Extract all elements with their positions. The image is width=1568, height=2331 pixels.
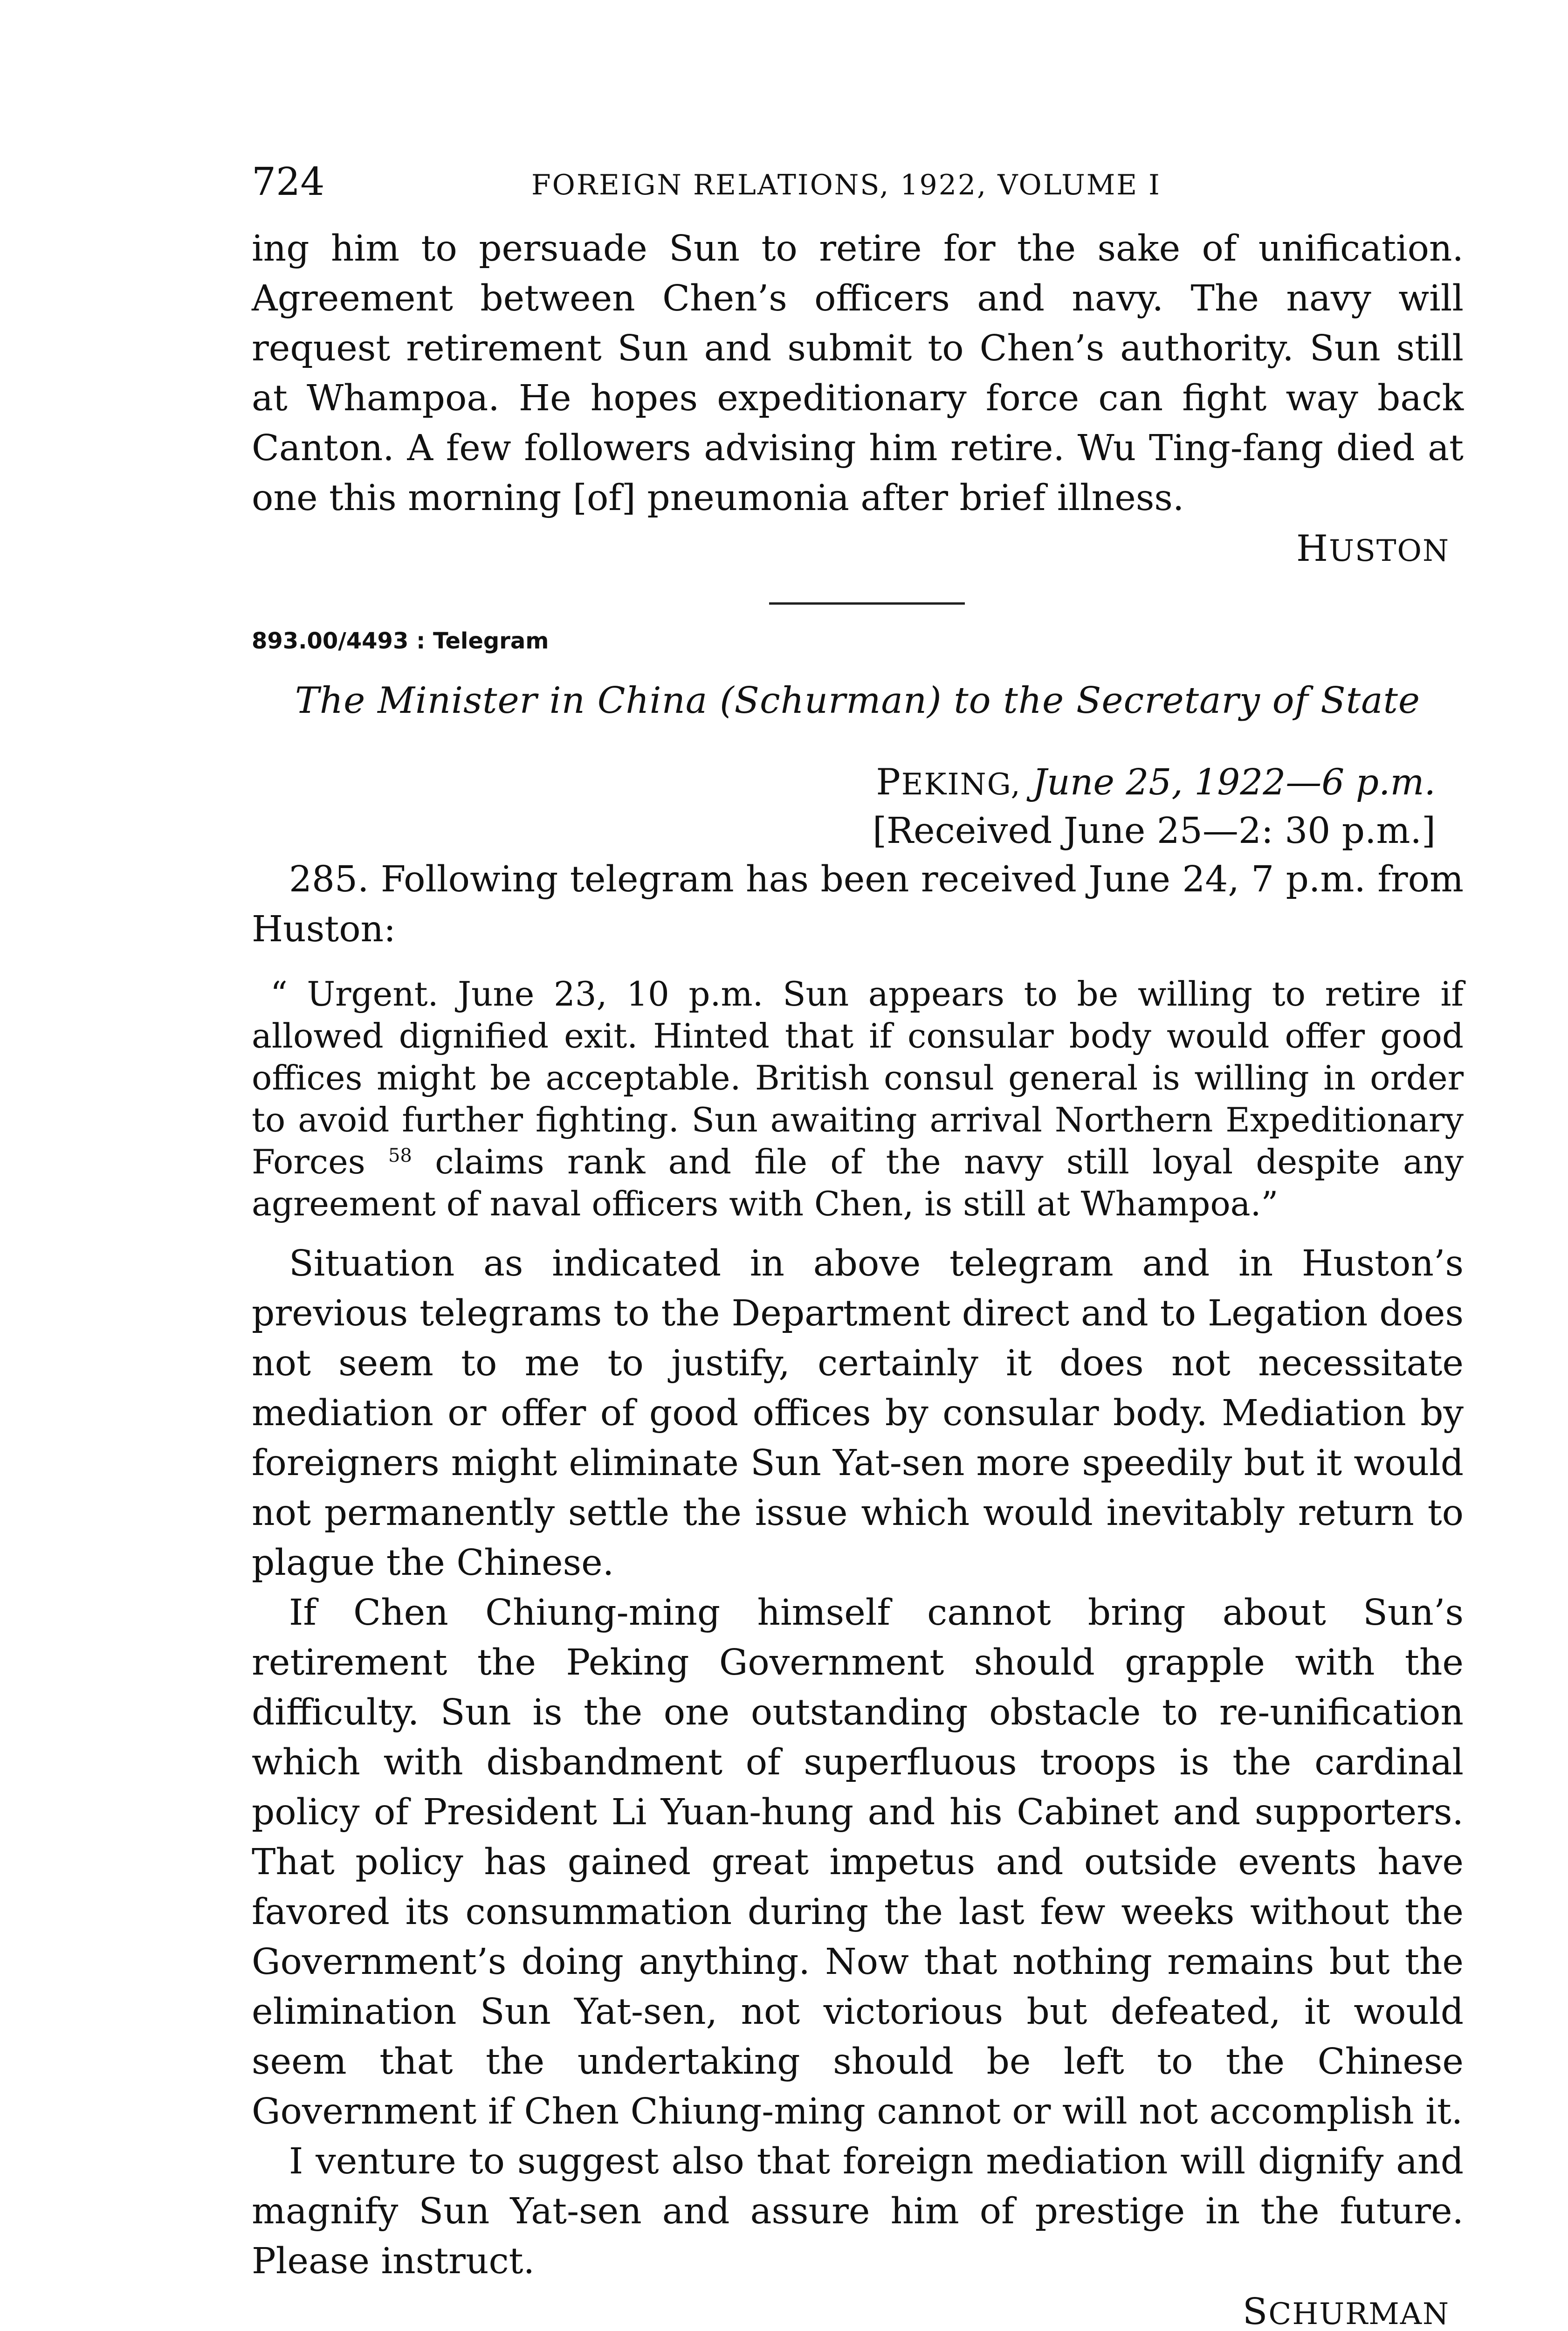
telegram-intro: 285. Following telegram has been received June 24, 7 p.m. from Huston: (252, 859, 1464, 950)
body-paragraph-3: I venture to suggest also that foreign mediation will dignify and magnify Sun Yat-sen and assure him of prestige in the future. Please instruct. (252, 2141, 1464, 2282)
body-paragraph-2: If Chen Chiung-ming himself cannot bring about Sun’s retirement the Peking Government should grapple with the difficulty. Sun is the one outstanding obstacle to re-unification which with disbandment of superfluous troops is the cardinal policy of President Li Yuan-hung and his Cabinet and supporters. That policy has gained great impetus and outside events have favored its consummation during the last few weeks without the Government’s doing anything. Now that nothing remains but the elimination Sun Yat-sen, not victorious but defeated, it would seem that the undertaking should be left to the Chinese Government if Chen Chiung-ming cannot or will not accomplish it. (252, 1592, 1464, 2132)
signature-initial: S (1242, 2291, 1269, 2331)
quoted-telegram (252, 973, 1464, 1225)
body-paragraph-1: Situation as indicated in above telegram and in Huston’s previous telegrams to the Department direct and to Legation does not seem to me to justify, certainly it does not necessitate mediation or offer of good offices by consular body. Mediation by foreigners might eliminate Sun Yat-sen more speedily but it would not permanently settle the issue which would inevitably return to plague the Chinese. (252, 1243, 1464, 1584)
place-date-line (252, 759, 1436, 808)
place-name (876, 761, 1021, 803)
continuation-paragraph: ing him to persuade Sun to retire for the sake of unification. Agreement between Chen’s officers and navy. The navy will request retirement Sun and submit to Chen’s authority. Sun still at Whampoa. He hopes expeditionary force can fight way back Canton. A few followers advising him retire. Wu Ting-fang died at one this morning [of] pneumonia after brief illness. (252, 228, 1464, 519)
dateline (252, 759, 1436, 855)
received-line: [Received June 25—2: 30 p.m.] (873, 810, 1436, 852)
document-title: The Minister in China (Schurman) to the Secretary of State (295, 680, 1421, 722)
document-page (252, 160, 1464, 2331)
schurman-signature (252, 2291, 1450, 2331)
huston-signature (252, 528, 1450, 570)
send-date: June 25, 1922—6 p.m. (1032, 762, 1436, 803)
section-divider (769, 602, 965, 605)
file-reference: 893.00/4493 : Telegram (252, 628, 549, 654)
place-rest: EKING, (901, 767, 1021, 802)
signature-initial: H (1296, 528, 1329, 570)
page-header (252, 160, 1464, 224)
quote-part-2: claims rank and file of the navy still loyal despite any agreement of naval officers with Chen, is still at Whampoa.” (252, 1142, 1464, 1223)
footnote-reference: 58 (388, 1145, 412, 1166)
quote-part-1: “ Urgent. June 23, 10 p.m. Sun appears to be willing to retire if allowed dignified exit. Hinted that if consular body would offer good offices might be acceptable. British consul general is willing in order to avoid further fighting. Sun awaiting arrival Northern Expeditionary Forces (252, 974, 1464, 1181)
place-initial: P (876, 761, 901, 803)
page-number: 724 (252, 160, 325, 204)
running-title: FOREIGN RELATIONS, 1922, VOLUME I (531, 169, 1161, 201)
signature-rest: USTON (1329, 534, 1450, 568)
signature-rest: CHURMAN (1268, 2297, 1450, 2331)
